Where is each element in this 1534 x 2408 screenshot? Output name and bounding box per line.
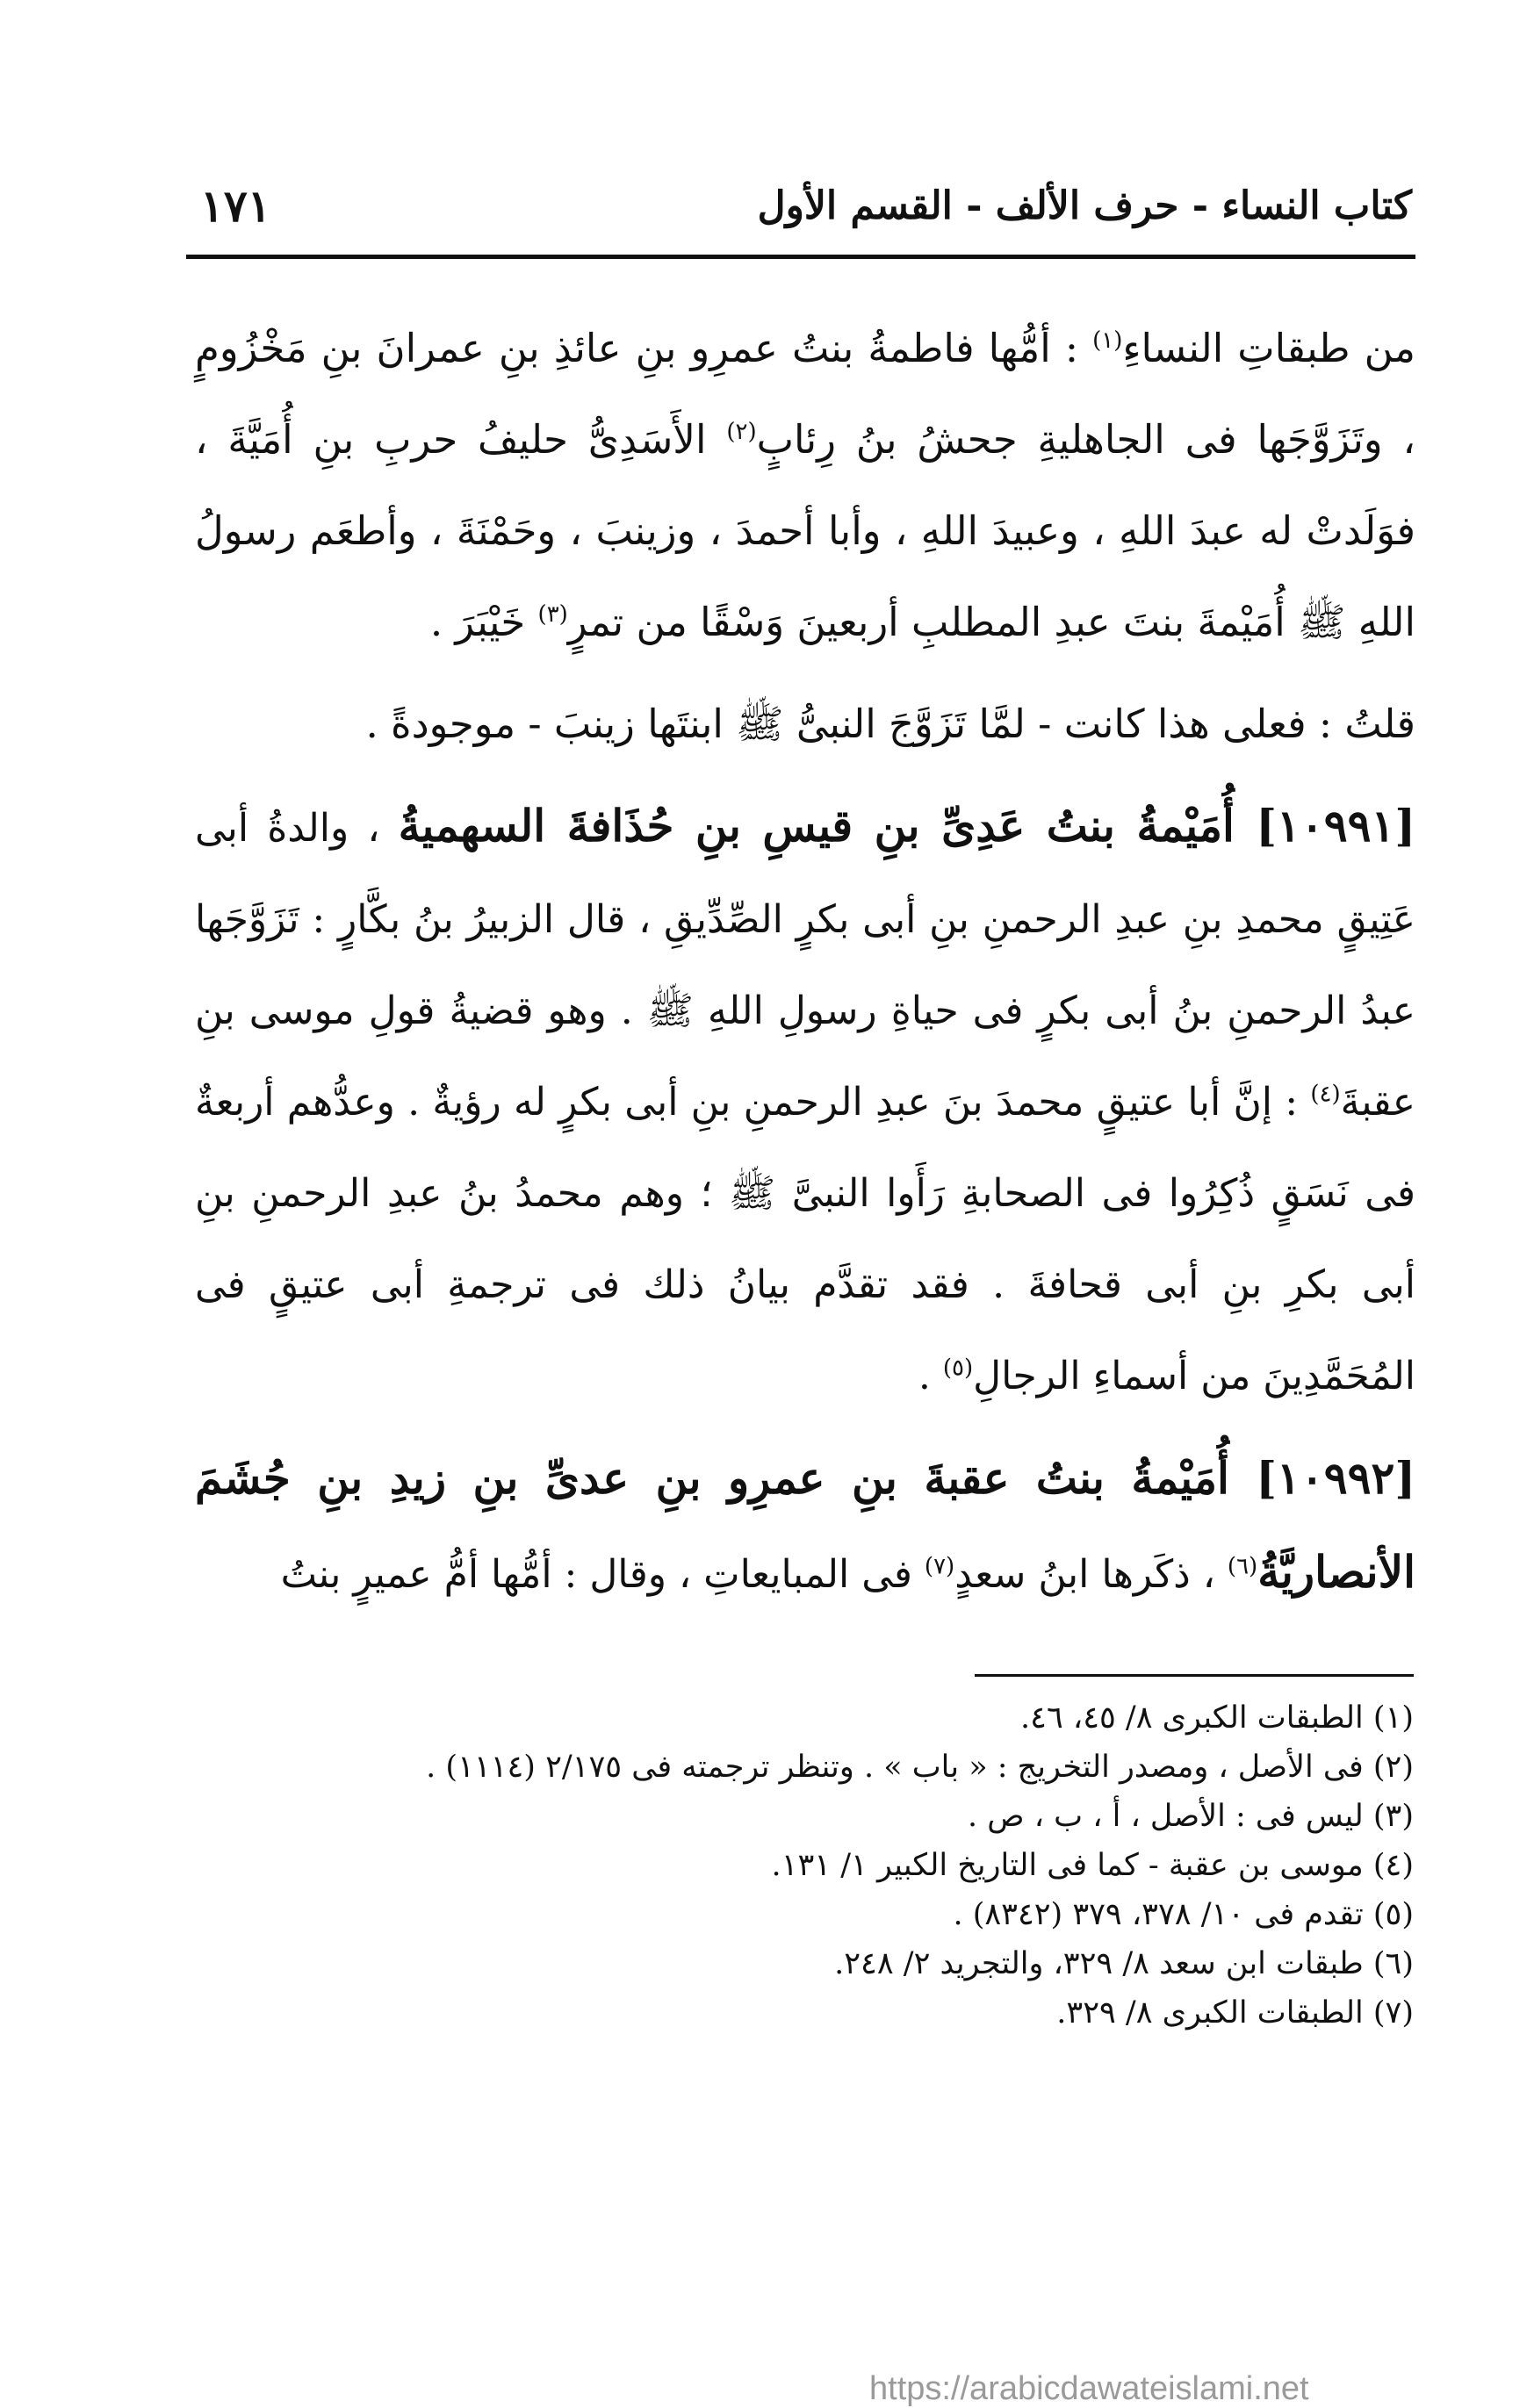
entry-text: ، والدةُ أبى عَتِيقٍ محمدِ بنِ عبدِ الرحمنِ بنِ أبى بكرٍ الصِّدِّيقِ ، قال الزبيرُ بنُ بكَّارٍ : تَزَوَّجَها عبدُ الرحمنِ بنُ أبى بكرٍ فى حياةِ رسولِ اللهِ ﷺ . وهو قضيةُ قولِ موسى بنِ عقبةَ	[195, 806, 1415, 1125]
paragraph-text: خَيْبَرَ .	[429, 599, 538, 645]
entry-text: ، ذكَرها ابنُ سعدٍ	[954, 1552, 1228, 1597]
footnote-4: (٤) موسى بن عقبة - كما فى التاريخ الكبير ١/ ١٣١.	[771, 1848, 1414, 1883]
entry-text: : إنَّ أبا عتيقٍ محمدَ بنَ عبدِ الرحمنِ بنِ أبى بكرٍ له رؤيةٌ . وعدُّهم أربعةٌ فى نَسَقٍ ذُكِرُوا فى الصحابةِ رَأَوا النبىَّ ﷺ ؛ وهم محمدُ بنُ عبدِ الرحمنِ بنِ أبى بكرِ بنِ أبى قحافةَ . فقد تقدَّم بيانُ ذلك فى ترجمةِ أبى عتيقٍ فى المُحَمَّدِينَ من أسماءِ الرجالِ	[195, 1080, 1415, 1398]
footnote-6: (٦) طبقات ابن سعد ٨/ ٣٢٩، والتجريد ٢/ ٢٤٨.	[834, 1946, 1414, 1981]
entry-text: فى المبايعاتِ ، وقال : أمُّها أمُّ عميرٍ بنتُ	[280, 1552, 925, 1597]
footnote-3: (٣) ليس فى : الأصل ، أ ، ب ، ص .	[968, 1799, 1414, 1834]
footnote-1: (١) الطبقات الكبرى ٨/ ٤٥، ٤٦.	[1020, 1700, 1414, 1736]
entry-name: أُمَيْمةُ بنتُ عَدِىِّ بنِ قيسِ بنِ حُذَافةَ السهميةُ	[398, 800, 1257, 852]
entry-10991	[195, 780, 1415, 1422]
header-rule	[186, 255, 1415, 259]
entry-10992	[195, 1433, 1415, 1621]
page-header	[200, 180, 1412, 250]
footnote-ref: (١)	[1092, 327, 1123, 354]
paragraph-text: الأَسَدِىُّ حليفُ حربِ بنِ أُمَيَّةَ ، فوَلَدتْ له عبدَ اللهِ ، وعبيدَ اللهِ ، وأبا أحمدَ ، وزينبَ ، وحَمْنَةَ ، وأطعَم رسولُ اللهِ ﷺ أُمَيْمةَ بنتَ عبدِ المطلبِ أربعينَ وَسْقًا من تمرٍ	[195, 416, 1415, 645]
entry-name: أُمَيْمةُ بنتُ عقبةَ بنِ عمرِو بنِ عدىِّ بنِ زيدِ بنِ جُشَمَ الأنصاريَّةُ	[195, 1452, 1415, 1598]
page-number: ١٧١	[200, 180, 271, 232]
footnote-ref: (٧)	[924, 1553, 955, 1580]
watermark-url: https://arabicdawateislami.net	[869, 2370, 1309, 2407]
running-title: كتاب النساء - حرف الألف - القسم الأول	[757, 183, 1412, 228]
entry-number: [١٠٩٩١]	[1256, 800, 1415, 852]
entry-number: [١٠٩٩٢]	[1256, 1452, 1415, 1504]
footnote-7: (٧) الطبقات الكبرى ٨/ ٣٢٩.	[1056, 1995, 1414, 2031]
paragraph-text: قلتُ : فعلى هذا كانت - لمَّا تَزَوَّجَ النبىُّ ﷺ ابنتَها زينبَ - موجودةً .	[365, 701, 1415, 747]
footnote-rule	[975, 1674, 1414, 1677]
footnote-2: (٢) فى الأصل ، ومصدر التخريج : « باب » . وتنظر ترجمته فى ٢/١٧٥ (١١١٤) .	[426, 1750, 1414, 1785]
footnote-ref: (٥)	[942, 1355, 974, 1382]
footnotes	[228, 1694, 1414, 2038]
paragraph-note	[195, 679, 1415, 770]
footnote-ref: (٦)	[1227, 1553, 1258, 1580]
footnote-5: (٥) تقدم فى ١٠/ ٣٧٨، ٣٧٩ (٨٣٤٢) .	[953, 1897, 1414, 1932]
paragraph-text: : أمُّها فاطمةُ بنتُ عمرِو بنِ عائذِ بنِ عمرانَ بنِ مَخْزُومٍ ، وتَزَوَّجَها فى الجاهليةِ جحشُ بنُ رِئابٍ	[195, 325, 1415, 463]
entry-text: .	[918, 1354, 943, 1398]
footnote-ref: (٤)	[1310, 1081, 1341, 1108]
body-text	[195, 303, 1415, 1631]
paragraph-continuation	[195, 303, 1415, 668]
paragraph-text: من طبقاتِ النساءِ	[1122, 325, 1415, 371]
footnote-ref: (٢)	[726, 419, 757, 445]
footnote-ref: (٣)	[537, 601, 568, 628]
